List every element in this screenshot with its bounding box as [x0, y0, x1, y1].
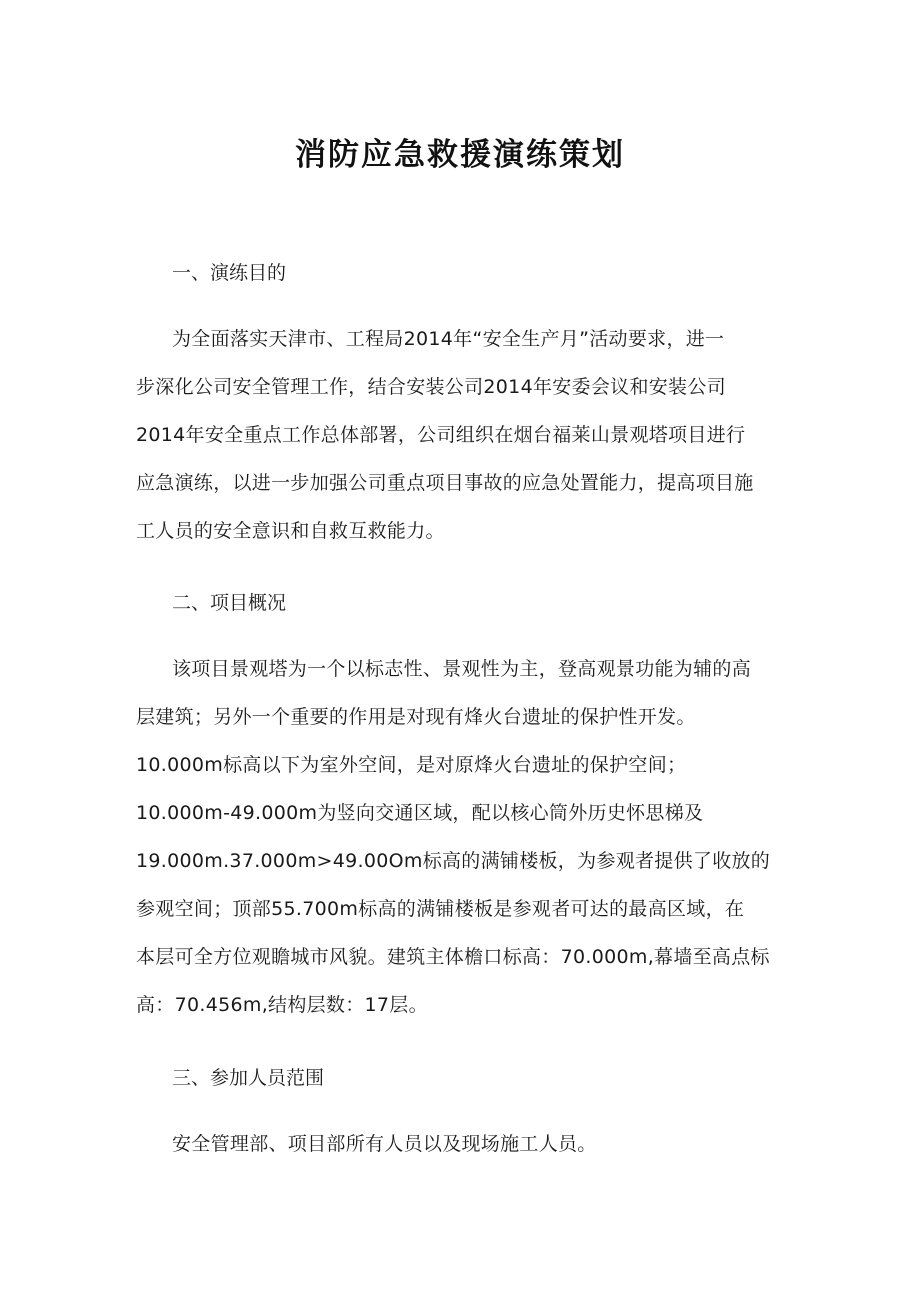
paragraph-line: 该项目景观塔为一个以标志性、景观性为主，登高观景功能为辅的高: [172, 658, 752, 680]
paragraph-line: 10.000m-49.000m为竖向交通区域，配以核心筒外历史怀思梯及: [136, 802, 704, 824]
section-heading-participants: 三、参加人员范围: [172, 1067, 325, 1089]
section-heading-overview: 二、项目概况: [172, 592, 287, 614]
section-body-participants: [136, 1120, 791, 1168]
paragraph-line: 工人员的安全意识和自救互救能力。: [136, 520, 445, 542]
paragraph-line: 10.000m标高以下为室外空间，是对原烽火台遗址的保护空间；: [136, 754, 687, 776]
section-body-purpose: [136, 315, 791, 555]
paragraph-line: 应急演练，以进一步加强公司重点项目事故的应急处置能力，提高项目施: [136, 472, 754, 494]
document-title: 消防应急救援演练策划: [295, 136, 625, 173]
paragraph-line: 2014年安全重点工作总体部署，公司组织在烟台福莱山景观塔项目进行: [136, 424, 746, 446]
paragraph-line: 参观空间；顶部55.700m标高的满铺楼板是参观者可达的最高区域，在: [136, 898, 745, 920]
paragraph-line: 步深化公司安全管理工作，结合安装公司2014年安委会议和安装公司: [136, 376, 726, 398]
paragraph-line: 本层可全方位观瞻城市风貌。建筑主体檐口标高：70.000m,幕墙至高点标: [136, 946, 770, 968]
paragraph-line: 为全面落实天津市、工程局2014年“安全生产月”活动要求，进一: [172, 328, 725, 350]
paragraph-line: 19.000m.37.000m>49.00Om标高的满铺楼板，为参观者提供了收放的: [136, 850, 771, 872]
paragraph-line: 层建筑；另外一个重要的作用是对现有烽火台遗址的保护性开发。: [136, 706, 696, 728]
section-body-overview: [136, 645, 791, 1029]
paragraph-line: 安全管理部、项目部所有人员以及现场施工人员。: [172, 1133, 597, 1155]
section-heading-purpose: 一、演练目的: [172, 262, 287, 284]
paragraph-line: 高：70.456m,结构层数：17层。: [136, 994, 428, 1016]
